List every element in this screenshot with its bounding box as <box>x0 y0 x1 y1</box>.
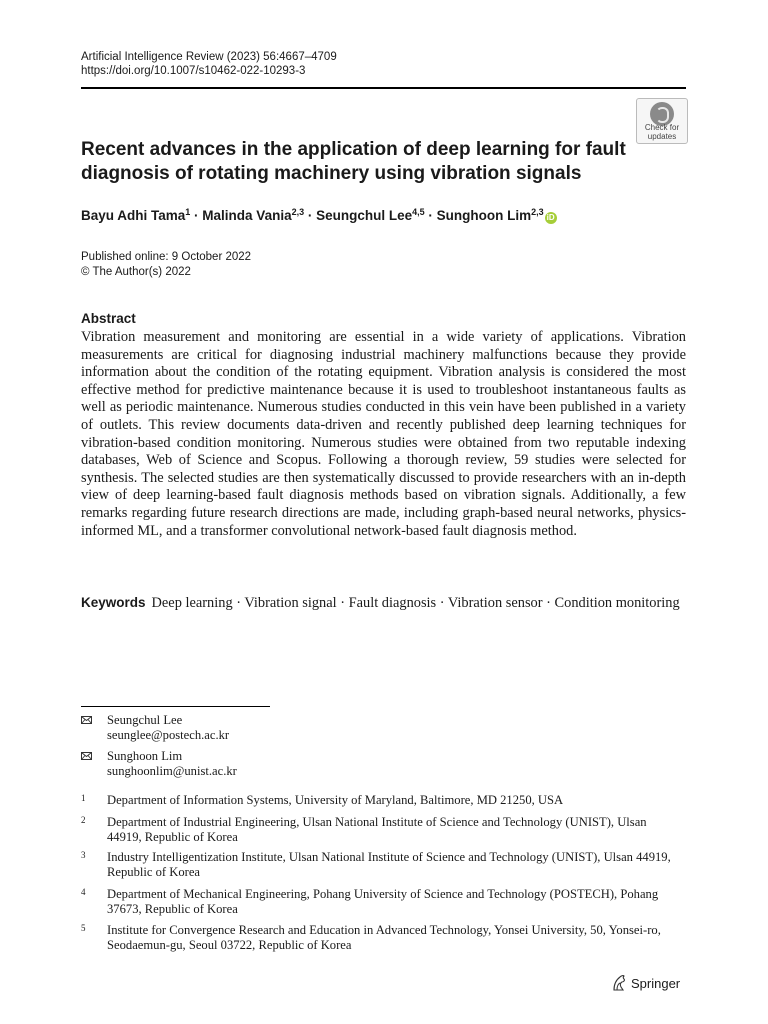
author-affiliation-ref[interactable]: 1 <box>185 207 191 217</box>
affiliation-number: 2 <box>81 815 86 825</box>
author-name[interactable]: Bayu Adhi Tama <box>81 208 186 223</box>
affiliation-text: Institute for Convergence Research and Education in Advanced Technology, Yonsei University, 50, Yonsei-ro, Seodaemun-gu, Seoul 03722, Republic of Korea <box>107 923 661 952</box>
doi-link[interactable]: https://doi.org/10.1007/s10462-022-10293-3 <box>81 65 306 77</box>
author-name[interactable]: Sunghoon Lim <box>436 208 532 223</box>
envelope-icon <box>81 716 92 724</box>
affiliation-number: 1 <box>81 793 86 803</box>
footnote-rule <box>81 706 270 707</box>
author-name[interactable]: Seungchul Lee <box>316 208 413 223</box>
orcid-icon[interactable]: iD <box>546 213 555 222</box>
abstract-text: Vibration measurement and monitoring are essential in a wide variety of applications. Vibration measurements are critical for diagnosing industrial machinery malfunctions because they provide information about the condition of the rotating equipment. Vibration analysis is considered the most effective method for predictive maintenance because it is used to troubleshoot instantaneous faults as well as periodic maintenance. Numerous studies conducted in this vein have been published in a variety of outlets. This review documents data-driven and recently published deep learning techniques for vibration-based condition monitoring. Numerous studies were obtained from two reputable indexing databases, Web of Science and Scopus. Following a thorough review, 59 studies were selected for synthesis. The selected studies are then systematically discussed to provide researchers with an in-depth view of deep learning-based fault diagnosis methods based on vibration signals. Additionally, a few remarks regarding future research directions are made, including graph-based neural networks, physics-informed ML, and a transformer convolutional network-based fault diagnosis method. <box>81 329 686 539</box>
affiliation-text: Industry Intelligentization Institute, Ulsan National Institute of Science and Technology (UNIST), Ulsan 44919, Republic of Korea <box>107 850 671 879</box>
affiliation-text: Department of Industrial Engineering, Ulsan National Institute of Science and Technology (UNIST), Ulsan 44919, Republic of Korea <box>107 815 647 844</box>
article-title: Recent advances in the application of deep learning for fault diagnosis of rotating machinery using vibration signals <box>81 139 626 184</box>
author-separator: · <box>304 208 317 223</box>
publisher-name: Springer <box>631 976 681 991</box>
springer-horse-icon <box>611 974 627 992</box>
affiliation-text: Department of Information Systems, University of Maryland, Baltimore, MD 21250, USA <box>107 793 564 807</box>
journal-header <box>81 50 337 78</box>
author-name[interactable]: Malinda Vania <box>202 208 292 223</box>
copyright: © The Author(s) 2022 <box>81 266 191 278</box>
envelope-icon <box>81 752 92 760</box>
keywords-text: Deep learning · Vibration signal · Fault diagnosis · Vibration sensor · Condition monitoring <box>151 595 680 611</box>
keywords-label: Keywords <box>81 595 146 610</box>
journal-citation: Artificial Intelligence Review (2023) 56:4667–4709 <box>81 51 337 63</box>
abstract-heading: Abstract <box>81 311 136 326</box>
correspondence-name: Seungchul Lee <box>107 713 183 727</box>
author-affiliation-ref[interactable]: 2,3 <box>291 207 305 217</box>
published-date: Published online: 9 October 2022 <box>81 251 252 263</box>
springer-logo <box>611 974 680 994</box>
badge-line-1: Check for <box>644 123 680 132</box>
correspondence-name: Sunghoon Lim <box>107 749 183 763</box>
author-separator: · <box>424 208 437 223</box>
affiliation-number: 5 <box>81 923 86 933</box>
affiliation-number: 4 <box>81 887 86 897</box>
correspondence-email[interactable]: sunghoonlim@unist.ac.kr <box>107 764 237 778</box>
correspondence-email[interactable]: seunglee@postech.ac.kr <box>107 728 230 742</box>
keywords <box>81 594 686 613</box>
header-rule <box>81 87 686 89</box>
affiliation-text: Department of Mechanical Engineering, Pohang University of Science and Technology (POSTECH), Pohang 37673, Republic of Korea <box>107 887 659 916</box>
publication-info <box>81 250 251 280</box>
author-separator: · <box>190 208 203 223</box>
author-list <box>81 207 557 225</box>
author-affiliation-ref[interactable]: 2,3 <box>531 207 544 217</box>
badge-line-2: updates <box>647 131 677 141</box>
author-affiliation-ref[interactable]: 4,5 <box>412 207 425 217</box>
affiliation-number: 3 <box>81 850 86 860</box>
